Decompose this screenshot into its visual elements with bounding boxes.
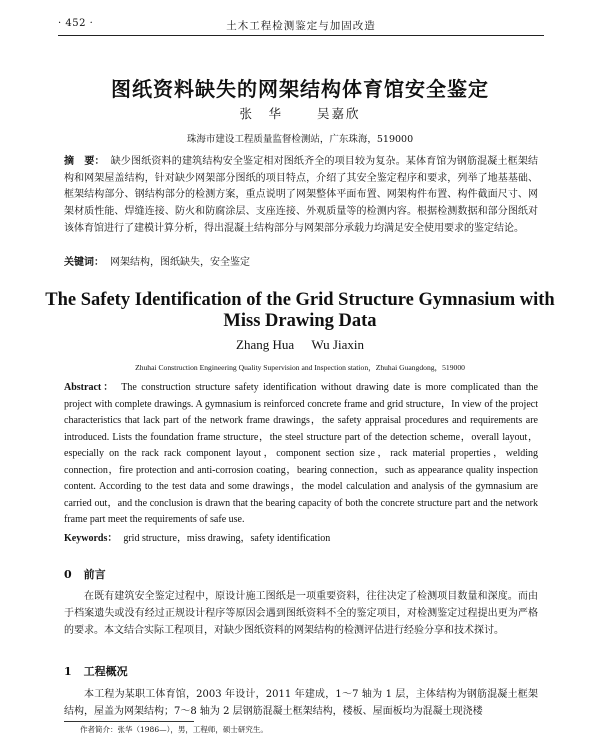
en-affiliation: Zhuhai Construction Engineering Quality Supervision and Inspection station，Zhuhai Guangdong，519000 — [135, 363, 465, 372]
author-footnote: 作者简介：张华（1986—），男，工程师，硕士研究生。 — [80, 725, 268, 734]
en-authors — [40, 337, 560, 353]
cn-authors — [40, 104, 560, 122]
en-keywords-text: grid structure，miss drawing，safety identification — [123, 533, 331, 544]
en-abstract — [64, 380, 538, 529]
cn-keywords — [64, 253, 538, 268]
en-keywords-label: Keywords： — [64, 533, 118, 544]
en-author-2: Wu Jiaxin — [311, 337, 364, 352]
section-paragraph-intro: 在既有建筑安全鉴定过程中，原设计施工图纸是一项重要资料，往往决定了检测项目数量和深度。而由于档案遗失或没有经过正规设计程序等原因会遇到图纸资料不全的鉴定项目，对检测鉴定过程提出更为严格的要求。本文结合实际工程项目，对缺少图纸资料的网架结构的检测评估进行经验分享和技术探讨。 — [64, 591, 538, 636]
cn-author-1: 张 华 — [239, 106, 283, 121]
section-heading-overview — [64, 663, 128, 679]
section-title: 前言 — [83, 568, 106, 581]
en-keywords — [64, 529, 538, 544]
cn-abstract-label: 摘 要： — [64, 156, 105, 167]
cn-abstract — [64, 154, 538, 238]
page-header — [58, 18, 544, 34]
page-number: · 452 · — [58, 18, 94, 29]
cn-keywords-label: 关键词： — [64, 257, 104, 268]
en-title: The Safety Identification of the Grid Structure Gymnasium with Miss Drawing Data — [45, 290, 555, 331]
cn-author-2: 吴嘉欣 — [316, 106, 361, 121]
section-title: 工程概况 — [83, 665, 128, 678]
cn-abstract-text: 缺少图纸资料的建筑结构安全鉴定相对图纸齐全的项目较为复杂。某体育馆为钢筋混凝土框架结构和网架屋盖结构，针对缺少网架部分图纸的项目特点，介绍了其安全鉴定程序和要求，列举了地基基础、框架结构部分、钢结构部分的检测方案，重点说明了网架整体平面布置、网架构件布置、构件截面尺寸、网架材质性能、焊缝连接、防火和防腐涂层、支座连接、外观质量等的检测内容。根据检测数据和部分图纸对该体育馆进行了建模计算分析，得出混凝土结构部分与网架部分承载力均满足安全使用要求的鉴定结论。 — [64, 156, 539, 234]
section-number: 1 — [64, 665, 72, 678]
cn-affiliation: 珠海市建设工程质量监督检测站，广东珠海，519000 — [186, 134, 414, 145]
header-rule — [58, 35, 544, 36]
cn-title: 图纸资料缺失的网架结构体育馆安全鉴定 — [111, 77, 489, 101]
section-number: 0 — [64, 568, 72, 581]
en-author-1: Zhang Hua — [236, 337, 295, 352]
en-abstract-text: The construction structure safety identification without drawing date is more complicated than the project with complete drawings. A gymnasium is reinforced concrete frame and grid structure，In view of the project characteristics that lack part of the network frame drawings，the safety appraisal procedures and requirements are introduced. Lists the foundation frame structure，the steel structure part of the detection scheme，overall layout，especially on the rack rack component layout，component section size，rack material properties，welding connection，fire protection and anti-corrosion coating，bearing connection，such as appearance quality inspection content. According to the test data and some drawings，the model calculation and analysis of the gymnasium are carried out，and the conclusion is drawn that the bearing capacity of both the concrete structure part and the network frame part meet the requirements of safe use. — [64, 382, 538, 525]
footnote-rule — [64, 721, 194, 722]
running-title: 土木工程检测鉴定与加固改造 — [226, 20, 376, 32]
en-abstract-label: Abstract： — [64, 382, 116, 393]
cn-keywords-text: 网架结构，图纸缺失，安全鉴定 — [110, 257, 250, 268]
section-paragraph-overview: 本工程为某职工体育馆，2003 年设计，2011 年建成，1～7 轴为 1 层，主体结构为钢筋混凝土框架结构，屋盖为网架结构；7～8 轴为 2 层钢筋混凝土框架结构，楼板、屋面板均为混凝土现浇楼 — [64, 689, 538, 717]
section-heading-intro — [64, 566, 106, 582]
